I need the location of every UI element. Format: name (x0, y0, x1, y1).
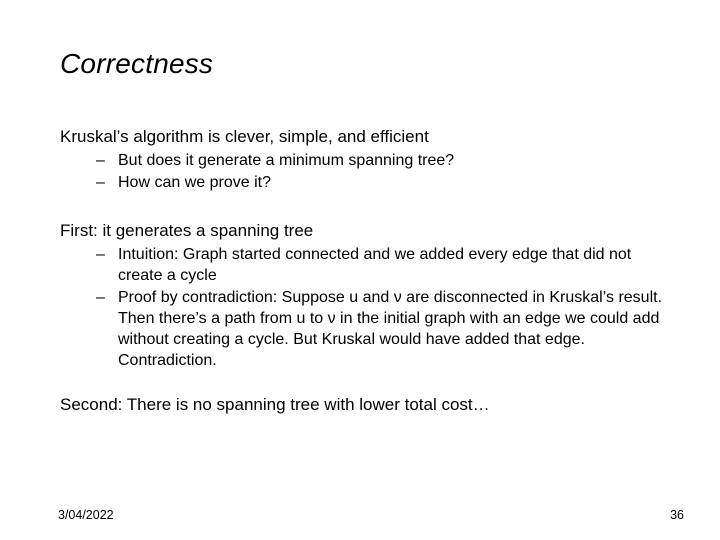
spacer (60, 372, 670, 394)
bullet-level2-label: Intuition: Graph started connected and we added every edge that did not create a cycle (118, 245, 632, 284)
bullet-level1: Kruskal’s algorithm is clever, simple, and efficient (60, 127, 429, 146)
content-block-1 (60, 126, 670, 193)
dash-marker: – (96, 245, 105, 263)
content-block-3 (60, 394, 670, 416)
slide-body (60, 126, 670, 418)
footer-page-number: 36 (670, 508, 684, 522)
footer-date: 3/04/2022 (58, 508, 114, 522)
spacer (60, 194, 670, 220)
bullet-level2-label: But does it generate a minimum spanning tree? (118, 151, 455, 169)
dash-marker: – (96, 151, 105, 169)
dash-marker: – (96, 288, 105, 306)
bullet-level2 (60, 287, 670, 371)
bullet-level1: Second: There is no spanning tree with lower total cost… (60, 395, 490, 415)
bullet-level2-label: How can we prove it? (118, 173, 271, 191)
bullet-level2 (60, 244, 670, 286)
bullet-level2-label: Proof by contradiction: Suppose u and ν are disconnected in Kruskal’s result. Then there’s a path from u to ν in the initial graph with an edge we could add without creating a cycle. But Kruskal would have added that edge. Contradiction. (118, 288, 663, 370)
bullet-level2 (60, 172, 670, 193)
page-title: Correctness (60, 48, 214, 79)
dash-marker: – (96, 173, 105, 191)
bullet-level1: First: it generates a spanning tree (60, 220, 314, 240)
content-block-2 (60, 220, 670, 371)
bullet-level2 (60, 150, 670, 171)
